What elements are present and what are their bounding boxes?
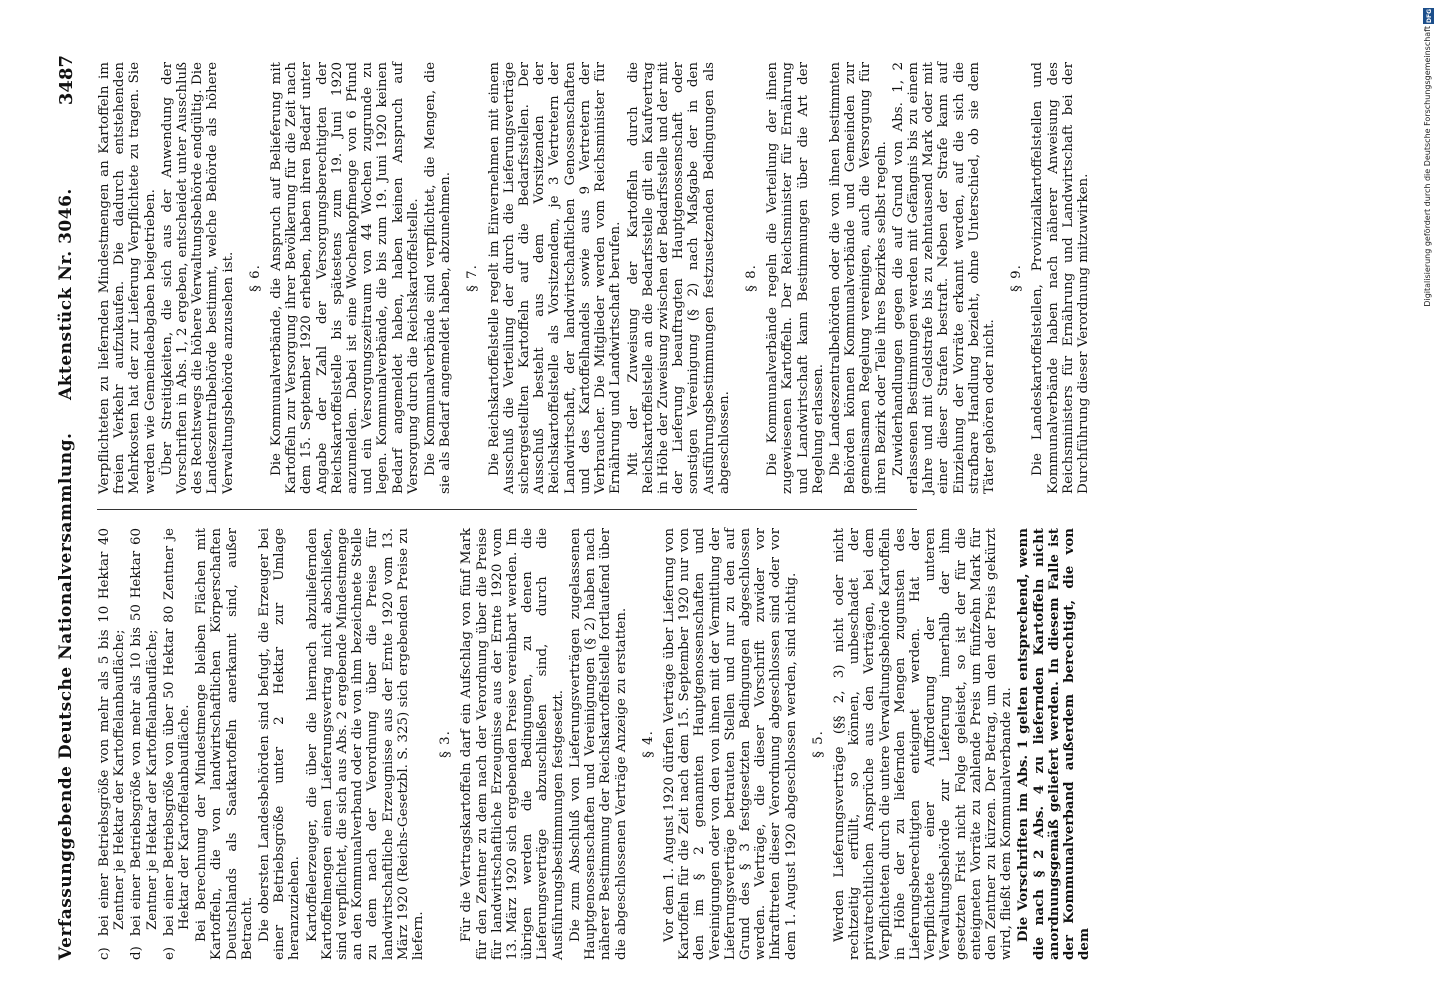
paragraph: Verpflichteten zu liefernden Mindestmengen an Kartoffeln im freien Verkehr aufzukaufen. Die dadurch entstehenden Mehrkosten hat der zur Lieferung Verpflichtete zu tragen. Sie werden wie Gemeindeabgaben beigetrieben.	[97, 62, 158, 494]
paragraph: Über Streitigkeiten, die sich aus der Anwendung der Vorschriften in Abs. 1, 2 ergeben, entscheidet unter Ausschluß des Rechtswegs die höhere Verwaltungsbehörde endgültig. Die Landeszentralbehörde bestimmt, welche Behörde als höhere Verwaltungsbehörde anzusehen ist.	[159, 62, 236, 494]
paragraph: Für die Vertragskartoffeln darf ein Aufschlag von fünf Mark für den Zentner zu dem nach der Verordnung über die Preise für landwirtschaftliche Erzeugnisse aus der Ernte 1920 vom 13. März 1920 sich ergebenden Preise vereinbart werden. Im übrigen werden die Bedingungen, zu denen die Lieferungsverträge abzuschließen sind, durch die Ausführungsbestimmungen festgesetzt.	[459, 528, 566, 960]
document-page	[55, 55, 1434, 960]
dfg-logo-icon: DFG	[1423, 8, 1434, 24]
column-rule	[97, 509, 917, 510]
section-heading: § 7.	[465, 264, 481, 292]
section-heading: § 6.	[247, 264, 263, 292]
running-head	[55, 55, 87, 960]
section-heading: § 5.	[810, 730, 826, 758]
list-item: c)bei einer Betriebsgröße von mehr als 5 bis 10 Hektar 40 Zentner je Hektar der Kartoffelanbaufläche;	[97, 528, 128, 960]
running-head-title: Verfassunggebende Deutsche Nationalversammlung.	[56, 432, 76, 960]
paragraph: Bei Berechnung der Mindestmenge bleiben Flächen mit Kartoffeln, die von landwirtschaftlichen Körperschaften Deutschlands als Saatkartoffeln anerkannt sind, außer Betracht.	[194, 528, 255, 960]
paragraph: Die Vorschriften im Abs. 1 gelten entsprechend, wenn die nach § 2 Abs. 4 zu liefernden Kartoffeln nicht anordnungsgemäß geliefert werden. In diesem Falle ist der Kommunalverband außerdem berechtigt, die von dem	[1015, 528, 1093, 960]
paragraph: Die obersten Landesbehörden sind befugt, die Erzeuger bei einer Betriebsgröße unter 2 Hektar zur Umlage heranzuziehen.	[257, 528, 303, 960]
section-heading: § 9.	[1009, 264, 1025, 292]
paragraph: Werden Lieferungsverträge (§§ 2, 3) nicht oder nicht rechtzeitig erfüllt, so können, unbeschadet der privatrechtlichen Ansprüche aus den Verträgen, bei dem Verpflichteten durch die untere Verwaltungsbehörde Kartoffeln in Höhe der zu liefernden Mengen zugunsten des Lieferungsberechtigten enteignet werden. Hat der Verpflichtete einer Aufforderung der unteren Verwaltungsbehörde zur Lieferung innerhalb der ihm gesetzten Frist nicht Folge geleistet, so ist der für die enteigneten Vorräte zu zahlende Preis um fünfzehn Mark für den Zentner zu kürzen. Der Betrag, um den der Preis gekürzt wird, fließt dem Kommunalverbande zu.	[831, 528, 1015, 960]
paragraph: Die Landeszentralbehörden oder die von ihnen bestimmten Behörden können Kommunalverbände und Gemeinden zur gemeinsamen Regelung vereinigen, auch die Versorgung für ihren Bezirk oder Teile ihres Bezirkes selbst regeln.	[827, 62, 889, 494]
left-column	[97, 528, 1094, 960]
paragraph: Die Kommunalverbände sind verpflichtet, die Mengen, die sie als Bedarf angemeldet haben, abzunehmen.	[423, 62, 454, 494]
running-head-document: Aktenstück Nr. 3046.	[56, 188, 76, 400]
paragraph: Die Kommunalverbände regeln die Verteilung der ihnen zugewiesenen Kartoffeln. Der Reichsminister für Ernährung und Landwirtschaft kann Bestimmungen über die Art der Regelung erlassen.	[765, 62, 826, 494]
paragraph: Die Reichskartoffelstelle regelt im Einvernehmen mit einem Ausschuß die Verteilung der durch die Lieferungsverträge sichergestellten Kartoffeln auf die Bedarfsstellen. Der Ausschuß besteht aus dem Vorsitzenden der Reichskartoffelstelle als Vorsitzendem, je 3 Vertretern der Landwirtschaft, der landwirtschaftlichen Genossenschaften und des Kartoffelhandels sowie aus 9 Vertretern der Verbraucher. Die Mitglieder werden vom Reichsminister für Ernährung und Landwirtschaft berufen.	[486, 62, 624, 494]
paragraph: Zuwiderhandlungen gegen die auf Grund von Abs. 1, 2 erlassenen Bestimmungen werden mit Gefängnis bis zu einem Jahre und mit Geldstrafe bis zu zehntausend Mark oder mit einer dieser Strafen bestraft. Neben der Strafe kann auf Einziehung der Vorräte erkannt werden, auf die sich die strafbare Handlung bezieht, ohne Unterschied, ob sie dem Täter gehören oder nicht.	[890, 62, 997, 494]
section-heading: § 4.	[640, 730, 656, 758]
digitization-note	[1423, 8, 1434, 988]
right-column	[97, 62, 1093, 494]
paragraph: Vor dem 1. August 1920 dürfen Verträge über Lieferung von Kartoffeln für die Zeit nach dem 15. September 1920 nur von den im § 2 genannten Hauptgenossenschaften und Vereinigungen oder von den von ihnen mit der Vermittlung der Lieferungsverträge betrauten Stellen und nur zu den auf Grund des § 3 festgesetzten Bedingungen abgeschlossen werden. Verträge, die dieser Vorschrift zuwider vor Inkrafttreten dieser Verordnung abgeschlossen sind oder vor dem 1. August 1920 abgeschlossen werden, sind nichtig.	[661, 528, 799, 960]
section-heading: § 3.	[438, 730, 454, 758]
paragraph: Die Kommunalverbände, die Anspruch auf Belieferung mit Kartoffeln zur Versorgung ihrer Bevölkerung für die Zeit nach dem 15. September 1920 erheben, haben ihren Bedarf unter Angabe der Zahl der Versorgungsberechtigten der Reichskartoffelstelle bis spätestens zum 19. Juni 1920 anzumelden. Dabei ist eine Wochenkopfmenge von 6 Pfund und ein Versorgungszeitraum von 44 Wochen zugrunde zu legen. Kommunalverbände, die bis zum 19. Juni 1920 keinen Bedarf angemeldet haben, haben keinen Anspruch auf Versorgung durch die Reichskartoffelstelle.	[269, 62, 421, 494]
section-heading: § 8.	[743, 264, 759, 292]
list-item: e)bei einer Betriebsgröße von über 50 Hektar 80 Zentner je Hektar der Kartoffelanbaufläche.	[161, 528, 193, 960]
list-item: d)bei einer Betriebsgröße von mehr als 10 bis 50 Hektar 60 Zentner je Hektar der Kartoffelanbaufläche;	[129, 528, 160, 960]
digitization-credit: Digitalisierung gefördert durch die Deutsche Forschungsgemeinschaft	[1423, 26, 1432, 307]
paragraph: Die zum Abschluß von Lieferungsverträgen zugelassenen Hauptgenossenschaften und Vereinigungen (§ 2) haben nach näherer Bestimmung der Reichskartoffelstelle fortlaufend über die abgeschlossenen Verträge Anzeige zu erstatten.	[567, 528, 629, 960]
paragraph: Mit der Zuweisung der Kartoffeln durch die Reichskartoffelstelle an die Bedarfsstelle gilt ein Kaufvertrag in Höhe der Zuweisung zwischen der Bedarfsstelle und der mit der Lieferung beauftragten Hauptgenossenschaft oder sonstigen Vereinigung (§ 2) nach Maßgabe der in den Ausführungsbestimmungen festzusetzenden Bedingungen als abgeschlossen.	[625, 62, 732, 494]
paragraph: Kartoffelerzeuger, die über die hiernach abzuliefernden Kartoffelmengen einen Lieferungsvertrag nicht abschließen, sind verpflichtet, die sich aus Abs. 2 ergebende Mindestmenge an den Kommunalverband oder die von ihm bezeichnete Stelle zu dem nach der Verordnung über die Preise für landwirtschaftliche Erzeugnisse aus der Ernte 1920 vom 13. März 1920 (Reichs-Gesetzbl. S. 325) sich ergebenden Preise zu liefern.	[304, 528, 427, 960]
paragraph: Die Landeskartoffelstellen, Provinzialkartoffelstellen und Kommunalverbände haben nach näherer Anweisung des Reichsministers für Ernährung und Landwirtschaft bei der Durchführung dieser Verordnung mitzuwirken.	[1030, 62, 1091, 494]
page-number: 3487	[56, 55, 77, 106]
